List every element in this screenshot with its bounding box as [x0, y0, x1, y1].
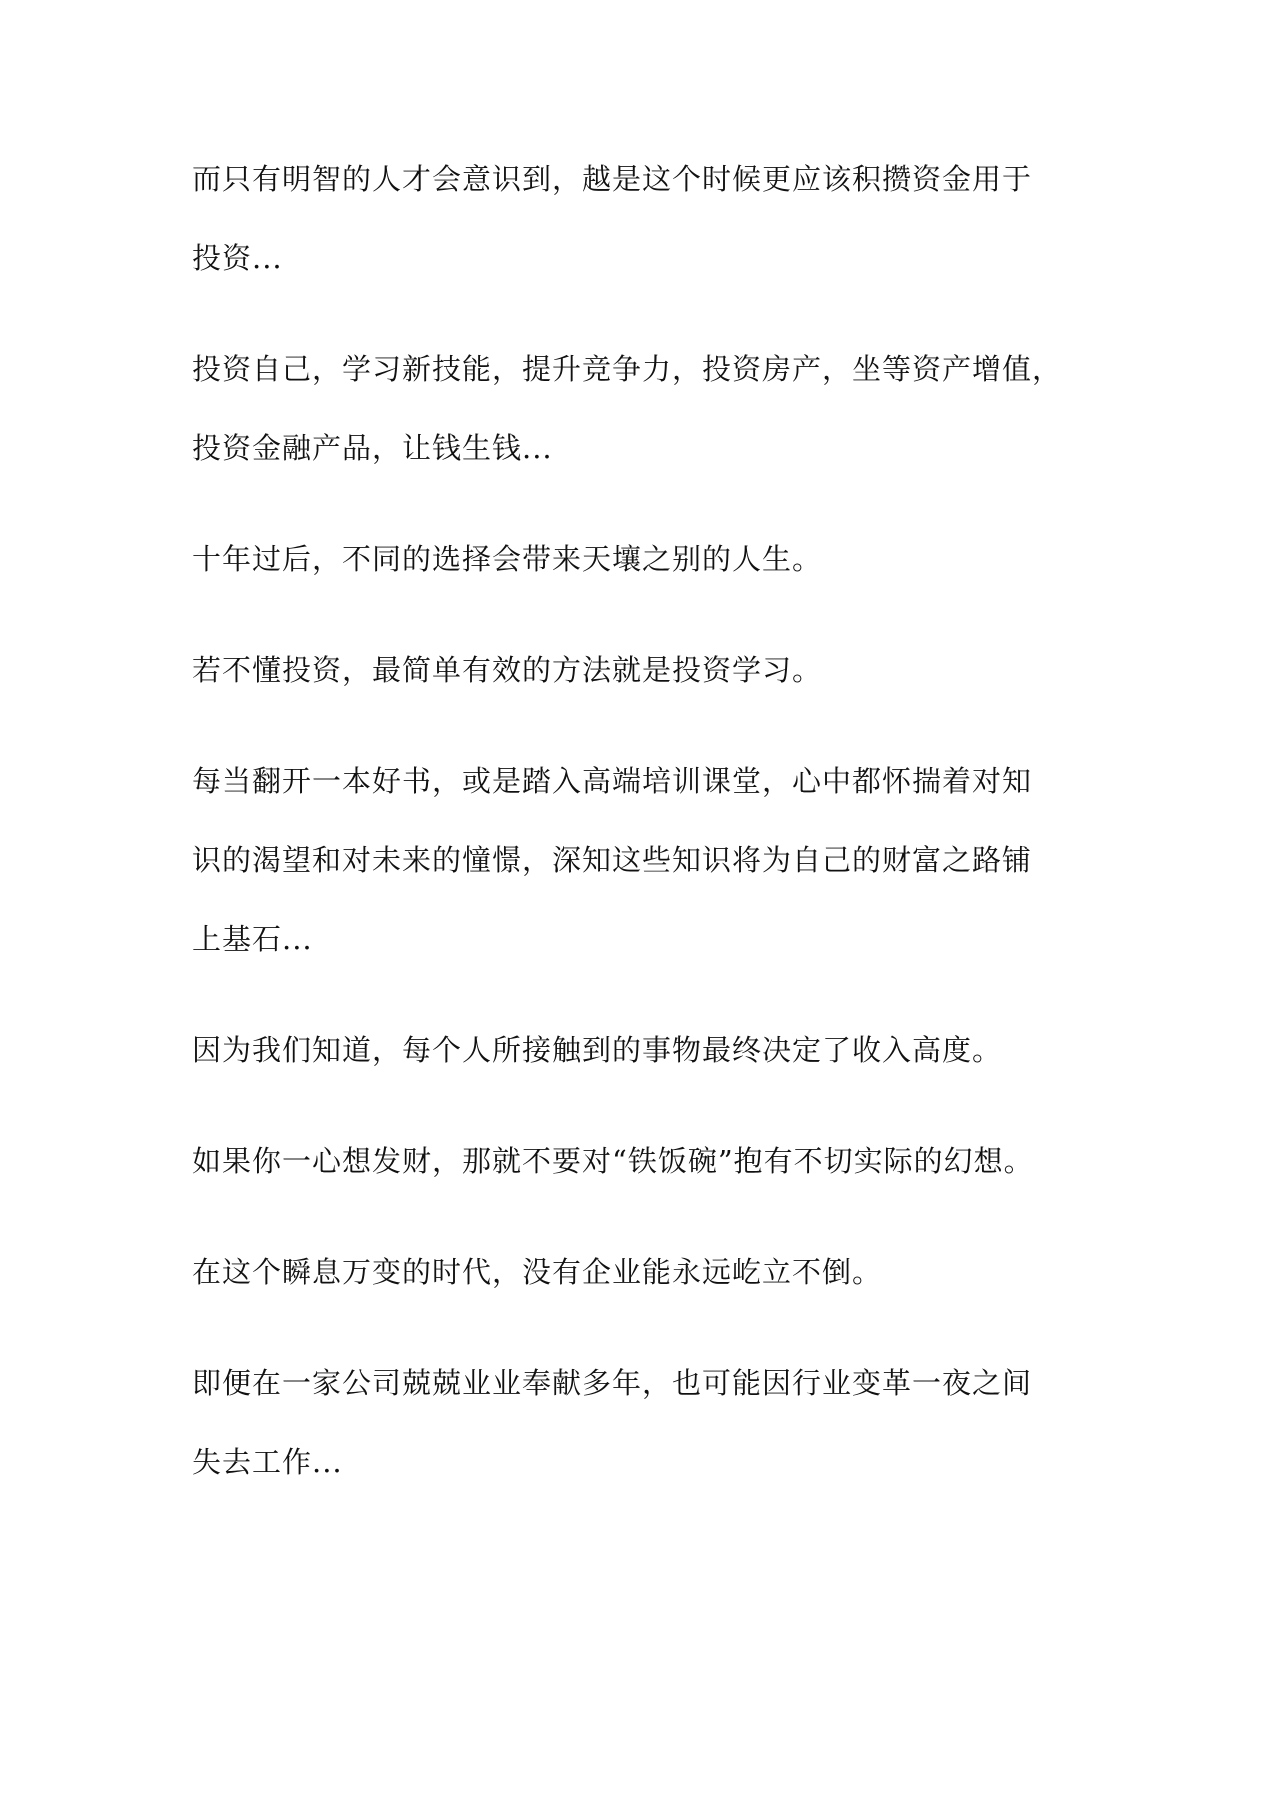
text-line: 投资... [192, 241, 283, 275]
text-line: 投资自己，学习新技能，提升竞争力，投资房产，坐等资产增值， [192, 352, 1063, 386]
paragraph-5 [192, 742, 1092, 979]
paragraph-6 [192, 1011, 1092, 1090]
text-line: 因为我们知道，每个人所接触到的事物最终决定了收入高度。 [192, 1033, 1003, 1067]
text-line: 投资金融产品，让钱生钱... [192, 431, 553, 465]
paragraph-1 [192, 140, 1092, 298]
paragraph-3 [192, 520, 1092, 599]
text-line: 若不懂投资，最简单有效的方法就是投资学习。 [192, 653, 823, 687]
text-line: 在这个瞬息万变的时代，没有企业能永远屹立不倒。 [192, 1255, 883, 1289]
body-text [192, 140, 1092, 1534]
paragraph-4 [192, 631, 1092, 710]
text-line: 十年过后，不同的选择会带来天壤之别的人生。 [192, 542, 823, 576]
paragraph-8 [192, 1233, 1092, 1312]
text-line: 识的渴望和对未来的憧憬，深知这些知识将为自己的财富之路铺 [192, 843, 1033, 877]
paragraph-2 [192, 330, 1092, 488]
paragraph-9 [192, 1344, 1092, 1502]
text-line: 失去工作... [192, 1445, 343, 1479]
text-line: 上基石... [192, 922, 313, 956]
text-line: 即便在一家公司兢兢业业奉献多年，也可能因行业变革一夜之间 [192, 1366, 1033, 1400]
text-line: 如果你一心想发财，那就不要对“铁饭碗”抱有不切实际的幻想。 [192, 1144, 1034, 1178]
paragraph-7 [192, 1122, 1092, 1201]
text-line: 每当翻开一本好书，或是踏入高端培训课堂，心中都怀揣着对知 [192, 764, 1033, 798]
text-line: 而只有明智的人才会意识到，越是这个时候更应该积攒资金用于 [192, 162, 1033, 196]
